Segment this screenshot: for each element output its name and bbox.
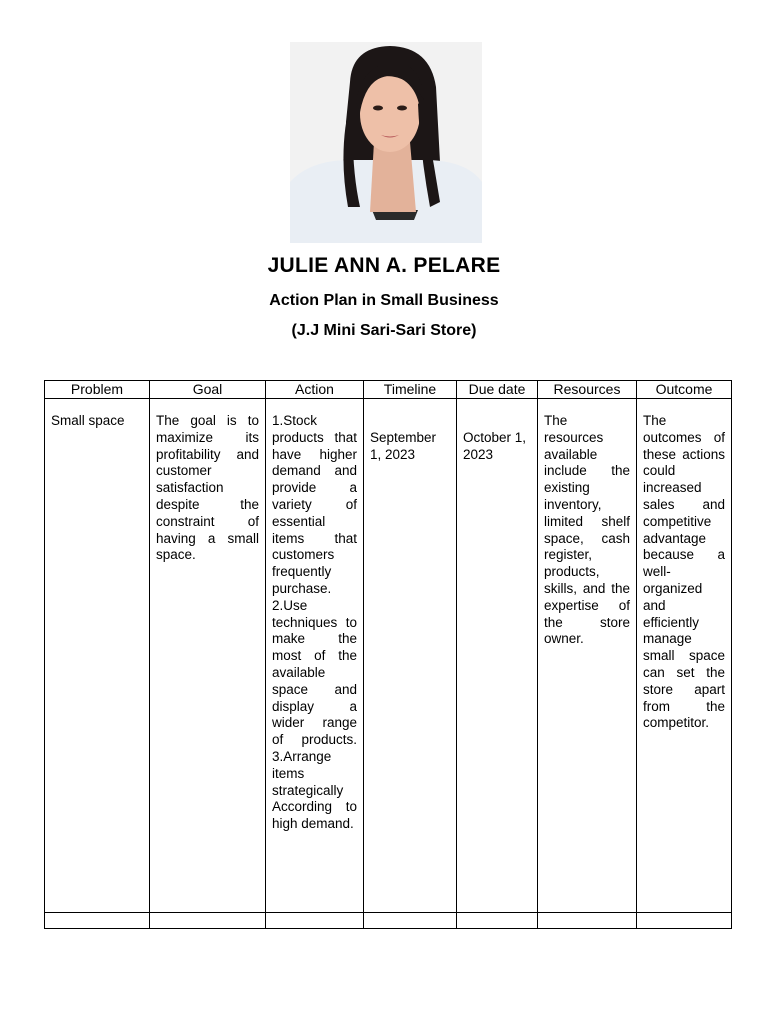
column-header-timeline: Timeline bbox=[364, 381, 457, 399]
column-header-due-date: Due date bbox=[457, 381, 538, 399]
action-plan-table bbox=[44, 380, 732, 929]
profile-photo-illustration bbox=[290, 42, 482, 243]
cell-timeline: September 1, 2023 bbox=[370, 430, 437, 462]
document-subtitle: Action Plan in Small Business bbox=[269, 292, 499, 309]
cell-due-date-container bbox=[457, 399, 538, 913]
cell-action: 1.Stock products that have higher demand and provide a variety of essential items that customers frequently purchase. 2.Use techniques to make the most of the available space and display a wider range of products. 3.Arrange items strategically According to high demand. bbox=[266, 399, 364, 913]
column-header-problem: Problem bbox=[45, 381, 150, 399]
empty-cell bbox=[150, 913, 266, 929]
profile-photo bbox=[290, 42, 482, 243]
empty-cell bbox=[538, 913, 637, 929]
cell-problem: Small space bbox=[45, 399, 150, 913]
empty-cell bbox=[364, 913, 457, 929]
empty-cell bbox=[266, 913, 364, 929]
column-header-outcome: Outcome bbox=[637, 381, 732, 399]
empty-cell bbox=[45, 913, 150, 929]
empty-cell bbox=[457, 913, 538, 929]
table-header-row bbox=[45, 381, 732, 399]
table-empty-row bbox=[45, 913, 732, 929]
column-header-action: Action bbox=[266, 381, 364, 399]
cell-timeline-container bbox=[364, 399, 457, 913]
cell-resources: The resources available include the existing inventory, limited shelf space, cash register, products, skills, and the expertise of the store owner. bbox=[538, 399, 637, 913]
cell-goal: The goal is to maximize its profitability and customer satisfaction despite the constraint of having a small space. bbox=[150, 399, 266, 913]
empty-cell bbox=[637, 913, 732, 929]
person-name: JULIE ANN A. PELARE bbox=[267, 254, 501, 277]
store-name: (J.J Mini Sari-Sari Store) bbox=[291, 322, 477, 339]
column-header-resources: Resources bbox=[538, 381, 637, 399]
cell-due-date: October 1, 2023 bbox=[463, 430, 527, 462]
table-row bbox=[45, 399, 732, 913]
column-header-goal: Goal bbox=[150, 381, 266, 399]
cell-outcome: The outcomes of these actions could increased sales and competitive advantage because a well-organized and efficiently manage small space can set the store apart from the competitor. bbox=[637, 399, 732, 913]
